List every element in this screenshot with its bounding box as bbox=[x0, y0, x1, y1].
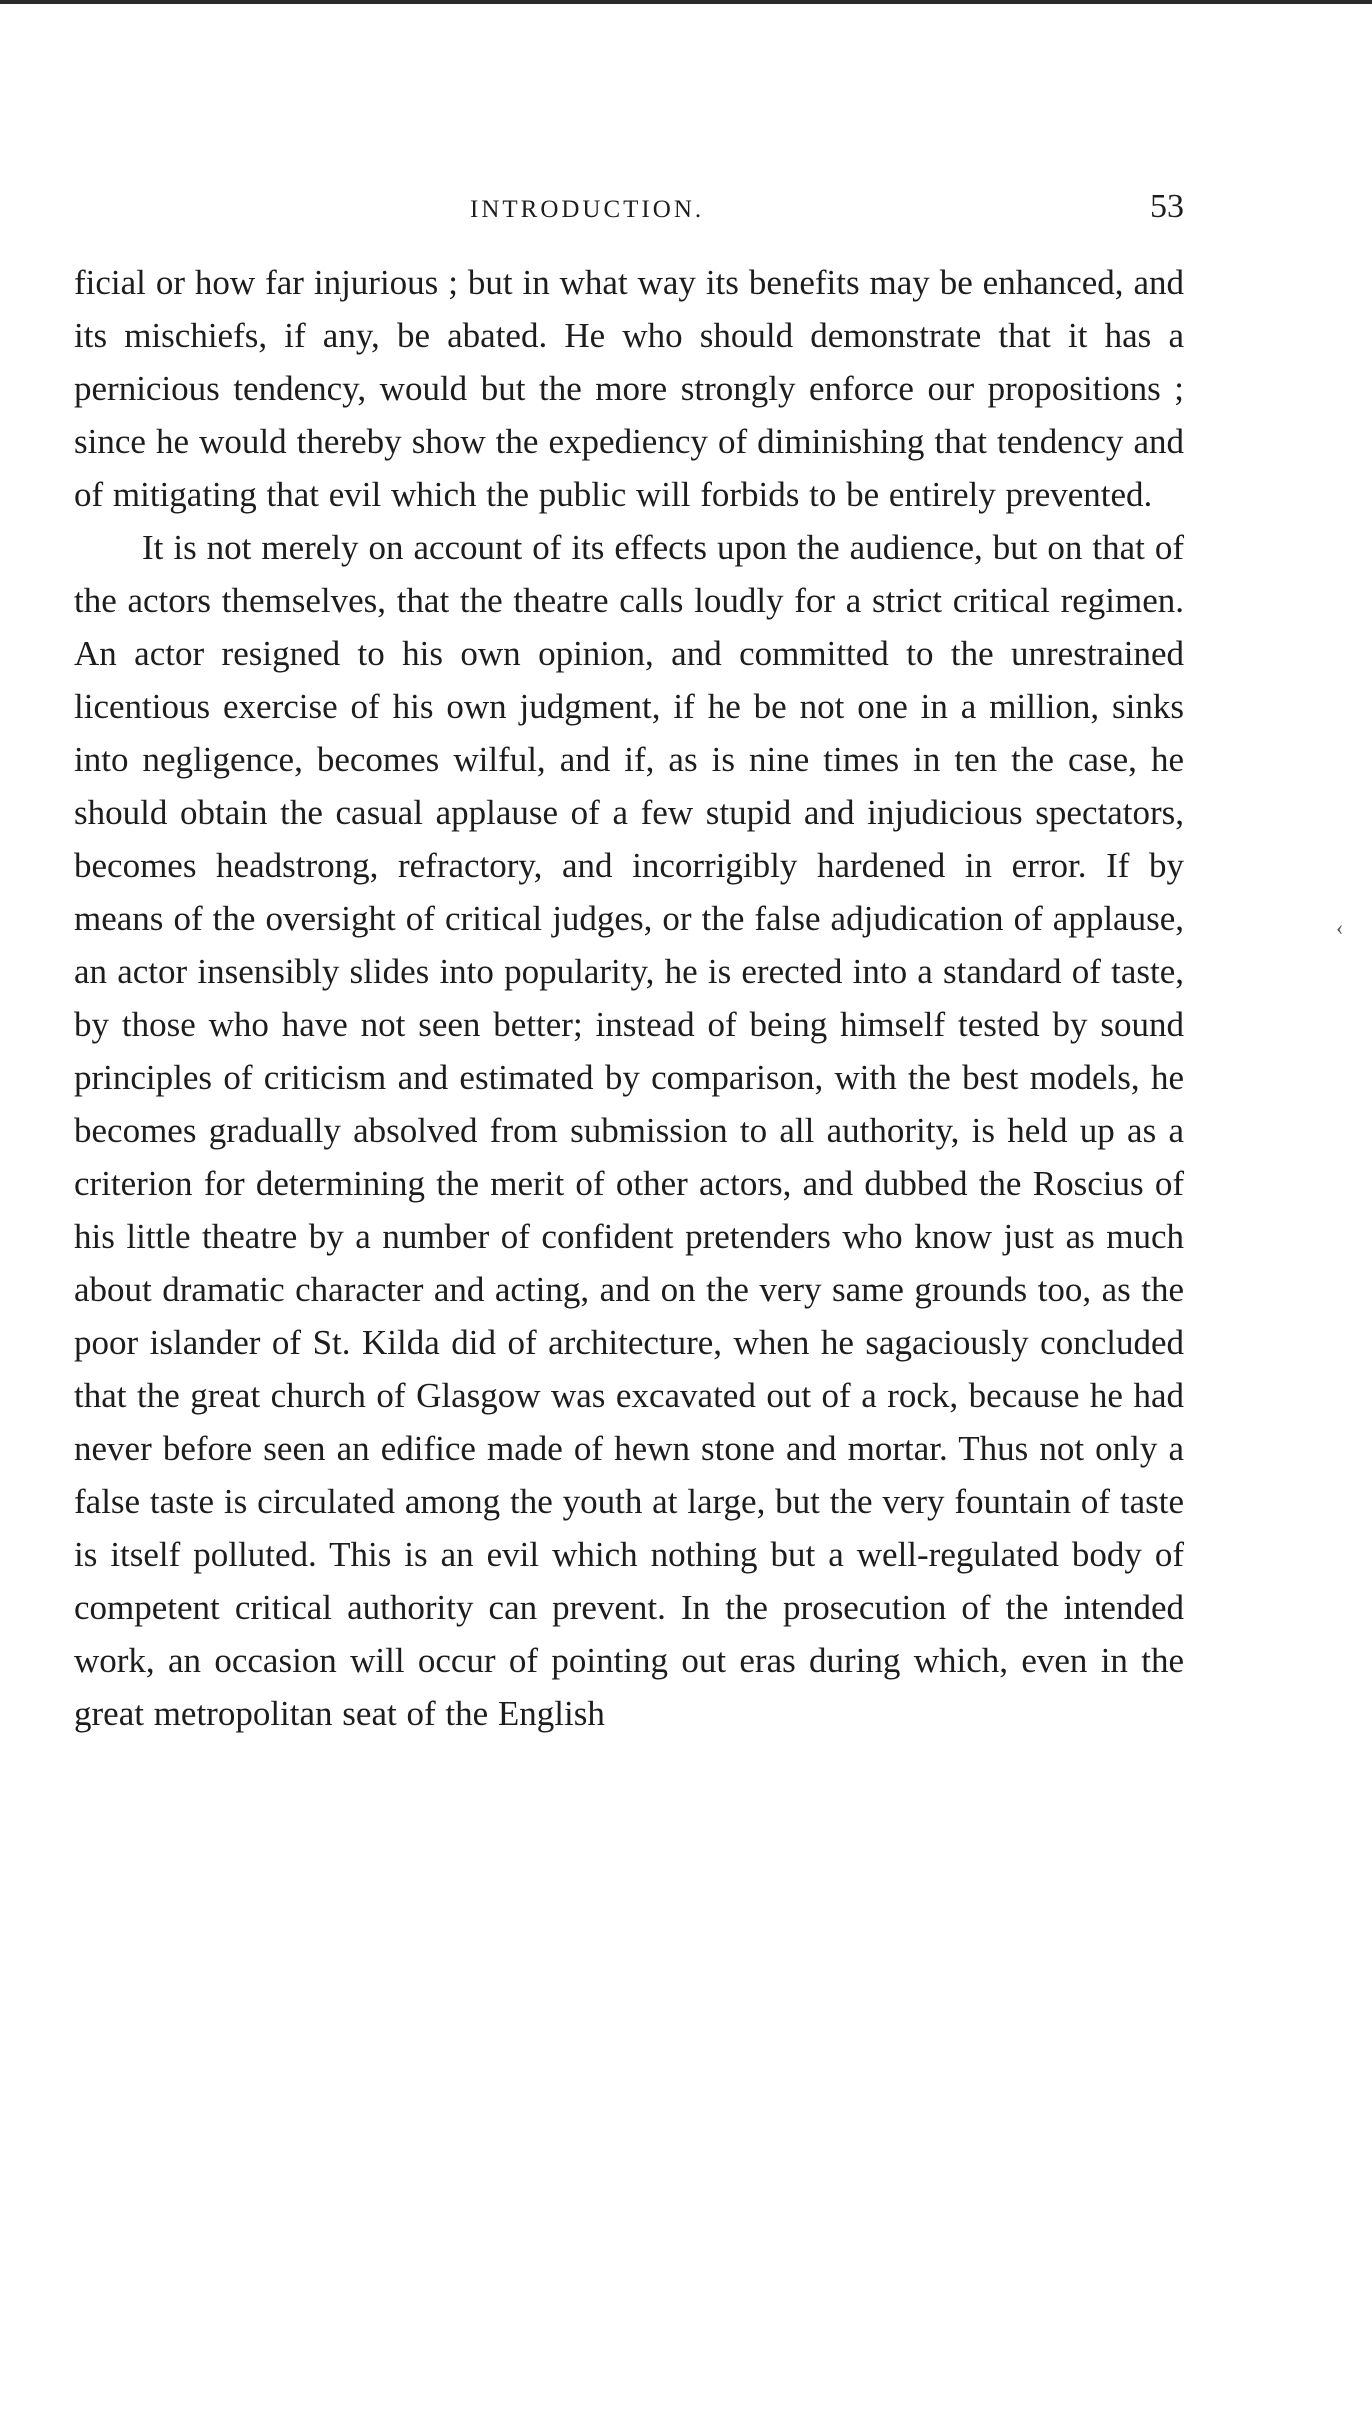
running-title: INTRODUCTION. bbox=[470, 196, 705, 223]
body-text bbox=[74, 256, 1184, 1740]
top-rule bbox=[0, 0, 1372, 4]
margin-mark: ‹ bbox=[1336, 915, 1344, 940]
book-page bbox=[74, 184, 1184, 1740]
running-head bbox=[74, 184, 1184, 234]
page-number: 53 bbox=[1150, 188, 1184, 225]
paragraph: It is not merely on account of its effects upon the audience, but on that of the actors themselves, that the theatre calls loudly for a strict critical regimen. An actor resigned to his own opinion, and committed to the unrestrained licentious exercise of his own judgment, if he be not one in a million, sinks into negligence, becomes wilful, and if, as is nine times in ten the case, he should obtain the casual applause of a few stupid and injudicious spectators, becomes headstrong, refractory, and incorrigibly hardened in error. If by means of the oversight of critical judges, or the false adjudication of applause, an actor insensibly slides into popularity, he is erected into a standard of taste, by those who have not seen better; instead of being himself tested by sound principles of criticism and estimated by comparison, with the best models, he becomes gradually absolved from submission to all authority, is held up as a criterion for determining the merit of other actors, and dubbed the Roscius of his little theatre by a number of confident pretenders who know just as much about dramatic character and acting, and on the very same grounds too, as the poor islander of St. Kilda did of architecture, when he sagaciously concluded that the great church of Glasgow was excavated out of a rock, because he had never before seen an edifice made of hewn stone and mortar. Thus not only a false taste is circulated among the youth at large, but the very fountain of taste is itself polluted. This is an evil which nothing but a well-regulated body of competent critical authority can prevent. In the prosecution of the intended work, an occasion will occur of pointing out eras during which, even in the great metropolitan seat of the English bbox=[74, 528, 1184, 1733]
paragraph-continued: ficial or how far injurious ; but in what way its benefits may be enhanced, and its mischiefs, if any, be abated. He who should demonstrate that it has a pernicious tendency, would but the more strongly enforce our propositions ; since he would thereby show the expediency of diminishing that tendency and of mitigating that evil which the public will forbids to be entirely prevented. bbox=[74, 263, 1184, 514]
